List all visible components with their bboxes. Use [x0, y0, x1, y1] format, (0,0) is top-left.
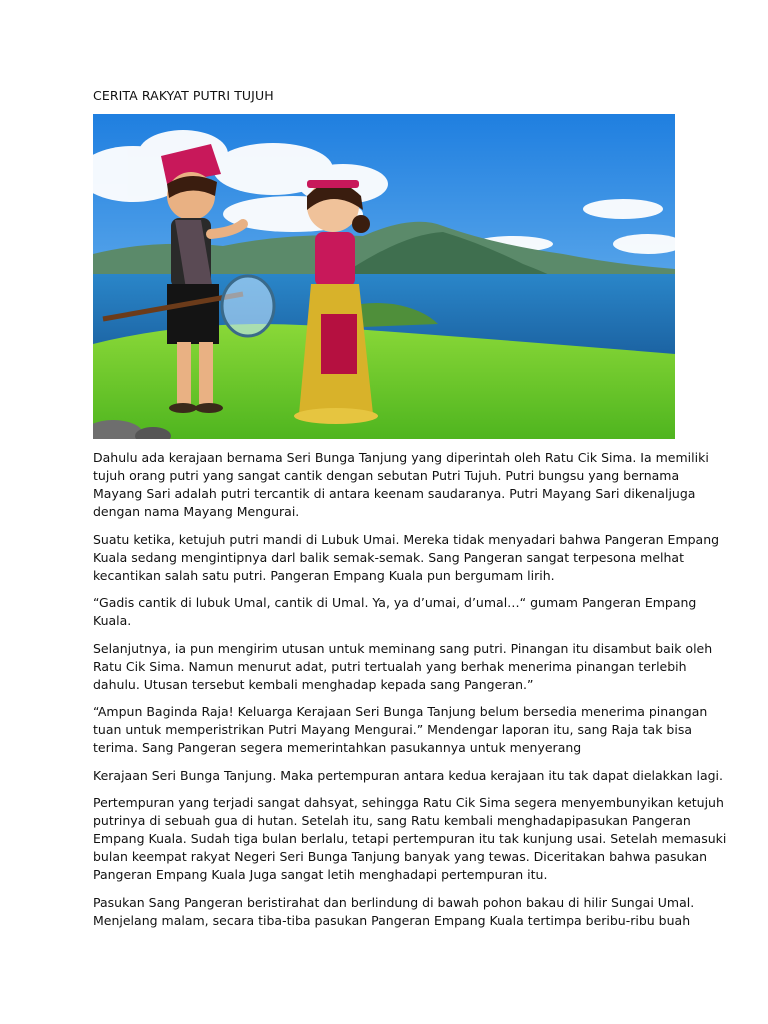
paragraph-line: “Gadis cantik di lubuk Umal, cantik di Umal. Ya, ya d’umai, d’umal…“ gumam Pangeran Empang: [93, 595, 697, 610]
paragraph-line: Empang Kuala. Sudah tiga bulan berlalu, tetapi pertempuran itu tak kunjung usai. Setelah memasuki: [93, 831, 727, 846]
story-paragraph: [93, 640, 713, 694]
paragraph-line: tuan untuk memperistrikan Putri Mayang Mengurai.” Mendengar laporan itu, sang Raja tak bisa: [93, 722, 692, 737]
paragraph-line: Suatu ketika, ketujuh putri mandi di Lubuk Umai. Mereka tidak menyadari bahwa Pangeran Empang: [93, 531, 720, 547]
story-paragraph: [93, 894, 695, 930]
story-paragraph: [93, 703, 708, 757]
paragraph-line: Dahulu ada kerajaan bernama Seri Bunga Tanjung yang diperintah oleh Ratu Cik Sima. Ia memiliki: [93, 450, 709, 465]
paragraph-line: tujuh orang putri yang sangat cantik dengan sebutan Putri Tujuh. Putri bungsu yang bernama: [93, 468, 680, 483]
paragraph-line: “Ampun Baginda Raja! Keluarga Kerajaan Seri Bunga Tanjung belum bersedia menerima pinangan: [93, 704, 708, 719]
story-illustration-icon: [93, 114, 675, 439]
paragraph-line: Pertempuran yang terjadi sangat dahsyat, sehingga Ratu Cik Sima segera menyembunyikan ketujuh: [93, 795, 724, 810]
paragraph-line: Pangeran Empang Kuala Juga sangat letih menghadapi pertempuran itu.: [93, 867, 548, 882]
paragraph-line: putrinya di sebuah gua di hutan. Setelah itu, sang Ratu kembali menghadapipasukan Pangeran: [93, 813, 691, 828]
paragraph-line: bulan keempat rakyat Negeri Seri Bunga Tanjung banyak yang tewas. Diceritakan bahwa pasukan: [93, 849, 708, 864]
story-paragraph: [93, 794, 727, 884]
document-title: CERITA RAKYAT PUTRI TUJUH: [93, 88, 274, 103]
story-paragraph: [93, 449, 709, 521]
paragraph-line: Pasukan Sang Pangeran beristirahat dan berlindung di bawah pohon bakau di hilir Sungai Umal.: [93, 894, 695, 910]
paragraph-line: kecantikan salah satu putri. Pangeran Empang Kuala pun bergumam lirih.: [93, 567, 555, 583]
paragraph-line: Mayang Sari adalah putri tercantik di antara keenam saudaranya. Putri Mayang Sari dikenaljuga: [93, 486, 696, 501]
paragraph-line: dengan nama Mayang Mengurai.: [93, 504, 300, 519]
story-paragraph: [93, 594, 697, 630]
paragraph-line: Kerajaan Seri Bunga Tanjung. Maka pertempuran antara kedua kerajaan itu tak dapat dielakkan lagi.: [93, 767, 724, 783]
paragraph-line: Ratu Cik Sima. Namun menurut adat, putri tertualah yang berhak menerima pinangan terlebih: [93, 658, 687, 674]
story-paragraph: [93, 531, 720, 585]
paragraph-line: Selanjutnya, ia pun mengirim utusan untuk meminang sang putri. Pinangan itu disambut baik oleh: [93, 640, 713, 656]
story-body: [93, 449, 727, 939]
paragraph-line: Kuala sedang mengintipnya darl balik semak-semak. Sang Pangeran sangat terpesona melhat: [93, 549, 684, 565]
paragraph-line: dahulu. Utusan tersebut kembali menghadap kepada sang Pangeran.”: [93, 676, 534, 692]
paragraph-line: Kuala.: [93, 613, 132, 628]
story-paragraph: [93, 767, 724, 785]
paragraph-line: Menjelang malam, secara tiba-tiba pasukan Pangeran Empang Kuala tertimpa beribu-ribu buah: [93, 912, 691, 928]
paragraph-line: terima. Sang Pangeran segera memerintahkan pasukannya untuk menyerang: [93, 740, 582, 755]
